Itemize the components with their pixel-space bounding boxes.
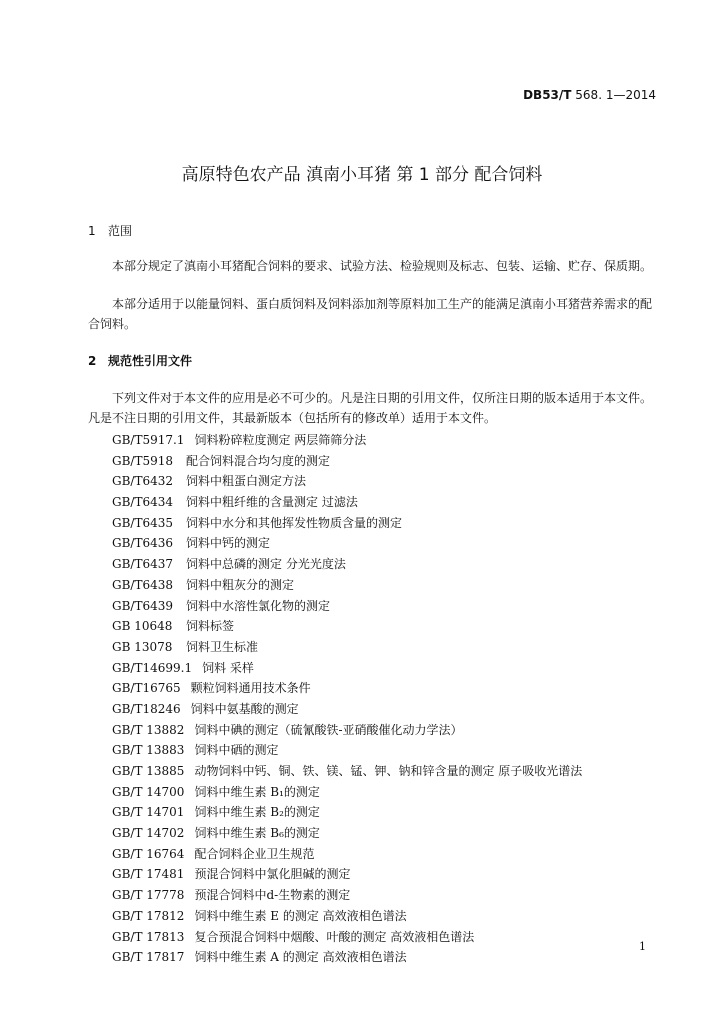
reference-item [112, 864, 582, 885]
reference-title: 饲料中维生素 A 的测定 高效液相色谱法 [194, 950, 407, 965]
reference-list [112, 430, 582, 968]
document-title: 高原特色农产品 滇南小耳猪 第 1 部分 配合饲料 [181, 165, 543, 185]
reference-item [112, 947, 582, 968]
reference-code: GB/T6438 [112, 577, 173, 592]
reference-code: GB/T18246 [112, 701, 181, 716]
reference-code: GB/T6436 [112, 536, 173, 551]
reference-item [112, 492, 582, 513]
reference-item [112, 844, 582, 865]
section-1-paragraph-1: 本部分规定了滇南小耳猪配合饲料的要求、试验方法、检验规则及标志、包装、运输、贮存、保质期。 [112, 259, 653, 273]
reference-item [112, 451, 582, 472]
reference-code: GB/T 14702 [112, 826, 185, 841]
reference-item [112, 513, 582, 534]
reference-title: 饲料中总磷的测定 分光光度法 [186, 557, 346, 572]
reference-item [112, 616, 582, 637]
reference-code: GB/T6437 [112, 557, 173, 572]
reference-item [112, 637, 582, 658]
reference-item [112, 554, 582, 575]
reference-code: GB 13078 [112, 639, 173, 654]
reference-title: 饲料中硒的测定 [194, 743, 279, 758]
section-number: 2 [88, 354, 97, 368]
reference-item [112, 699, 582, 720]
reference-code: GB/T 17778 [112, 888, 185, 903]
section-title: 规范性引用文件 [108, 354, 193, 368]
reference-item [112, 678, 582, 699]
reference-title: 饲料中碘的测定（硫氰酸铁-亚硝酸催化动力学法） [194, 722, 463, 737]
reference-title: 饲料 采样 [202, 660, 254, 675]
reference-code: GB/T5917.1 [112, 433, 185, 447]
reference-title: 饲料中维生素 B₂的测定 [194, 805, 320, 820]
reference-code: GB/T 14701 [112, 805, 185, 820]
standard-prefix: DB53/T [523, 88, 572, 102]
reference-title: 配合饲料混合均匀度的测定 [186, 453, 331, 468]
reference-code: GB/T6435 [112, 515, 173, 530]
reference-item [112, 596, 582, 617]
section-1-paragraph-2: 本部分适用于以能量饲料、蛋白质饲料及饲料添加剂等原料加工生产的能满足滇南小耳猪营养需求的配合饲料。 [88, 297, 653, 331]
reference-item [112, 720, 582, 741]
reference-title: 饲料卫生标准 [186, 639, 259, 654]
reference-title: 饲料中氨基酸的测定 [190, 701, 299, 716]
reference-code: GB/T 13882 [112, 722, 185, 737]
reference-item [112, 471, 582, 492]
reference-item [112, 658, 582, 679]
reference-code: GB/T 17817 [112, 950, 185, 965]
reference-code: GB/T 14700 [112, 784, 185, 799]
reference-title: 饲料中粗灰分的测定 [186, 577, 295, 592]
reference-code: GB/T 17481 [112, 867, 185, 882]
standard-code [523, 88, 656, 102]
reference-title: 饲料标签 [186, 619, 235, 634]
reference-title: 饲料中维生素 B₆的测定 [194, 826, 320, 841]
reference-title: 颗粒饲料通用技术条件 [190, 681, 311, 696]
reference-item [112, 802, 582, 823]
reference-code: GB/T 16764 [112, 846, 185, 861]
section-2-heading [88, 352, 192, 369]
reference-title: 饲料中粗蛋白测定方法 [186, 474, 307, 489]
reference-title: 饲料粉碎粒度测定 两层筛筛分法 [194, 433, 367, 447]
reference-item [112, 885, 582, 906]
reference-item [112, 782, 582, 803]
reference-item [112, 575, 582, 596]
reference-title: 饲料中钙的测定 [186, 536, 271, 551]
section-1-heading [88, 222, 132, 239]
section-title: 范围 [108, 224, 133, 238]
reference-item [112, 927, 582, 948]
page-number: 1 [639, 940, 646, 953]
reference-code: GB/T6432 [112, 474, 173, 489]
reference-item [112, 533, 582, 554]
section-2-intro: 下列文件对于本文件的应用是必不可少的。凡是注日期的引用文件，仅所注日期的版本适用于本文件。凡是不注日期的引用文件，其最新版本（包括所有的修改单）适用于本文件。 [88, 391, 653, 425]
reference-title: 预混合饲料中d-生物素的测定 [194, 888, 351, 903]
reference-item [112, 761, 582, 782]
reference-item [112, 740, 582, 761]
reference-title: 饲料中水溶性氯化物的测定 [186, 598, 331, 613]
reference-code: GB/T14699.1 [112, 660, 193, 675]
reference-code: GB/T 17813 [112, 929, 185, 944]
reference-title: 动物饲料中钙、铜、铁、镁、锰、钾、钠和锌含量的测定 原子吸收光谱法 [194, 764, 583, 778]
reference-code: GB/T5918 [112, 453, 173, 468]
reference-title: 饲料中维生素 E 的测定 高效液相色谱法 [194, 908, 407, 923]
standard-number: 568. 1—2014 [571, 88, 656, 102]
reference-title: 饲料中粗纤维的含量测定 过滤法 [186, 495, 358, 510]
reference-title: 饲料中维生素 B₁的测定 [194, 784, 320, 799]
reference-item [112, 823, 582, 844]
reference-code: GB/T 17812 [112, 908, 185, 923]
reference-item [112, 906, 582, 927]
reference-code: GB/T 13883 [112, 743, 185, 758]
section-number: 1 [88, 224, 96, 238]
reference-title: 复合预混合饲料中烟酸、叶酸的测定 高效液相色谱法 [194, 929, 475, 944]
reference-code: GB 10648 [112, 619, 173, 634]
reference-title: 预混合饲料中氯化胆碱的测定 [194, 867, 351, 882]
reference-title: 配合饲料企业卫生规范 [194, 846, 315, 861]
reference-code: GB/T6434 [112, 495, 173, 510]
reference-code: GB/T 13885 [112, 764, 185, 778]
reference-code: GB/T16765 [112, 681, 181, 696]
reference-title: 饲料中水分和其他挥发性物质含量的测定 [186, 515, 403, 530]
reference-code: GB/T6439 [112, 598, 173, 613]
reference-item [112, 430, 582, 451]
